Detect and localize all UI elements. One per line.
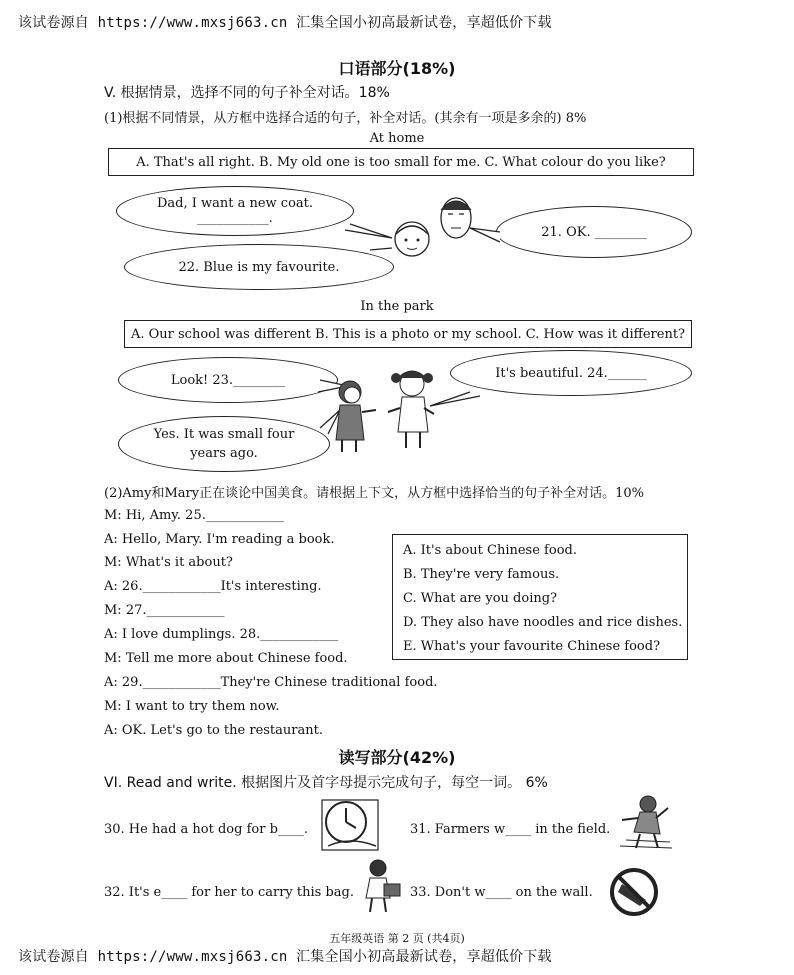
watermark-bottom: 该试卷源自 https://www.mxsj663.cn 汇集全国小初高最新试卷，享超低价下载 (18, 949, 552, 965)
choice-d: D. They also have noodles and rice dishes. (403, 615, 683, 630)
scene1-bubble-right: 21. OK. ________ (496, 206, 692, 258)
scene2-label: In the park (360, 299, 434, 314)
part1-instruction: (1)根据不同情景，从方框中选择合适的句子，补全对话。(其余有一项是多余的) 8% (104, 111, 587, 126)
dialogue-line-10: A: OK. Let's go to the restaurant. (104, 723, 323, 738)
section-6-heading: VI. Read and write. 根据图片及首字母提示完成句子，每空一词。 6% (104, 775, 548, 791)
dialogue-line-9: M: I want to try them now. (104, 699, 280, 714)
question-30: 30. He had a hot dog for b____. (104, 822, 309, 837)
dialogue-line-3: M: What's it about? (104, 555, 233, 570)
bubble-line1: Yes. It was small four (153, 427, 295, 442)
question-31: 31. Farmers w____ in the field. (410, 822, 611, 837)
readwrite-section-title: 读写部分(42%) (338, 748, 456, 767)
page-footer: 五年级英语 第 2 页 (共4页) (329, 932, 465, 945)
choice-a: A. It's about Chinese food. (403, 543, 577, 558)
dialogue-line-4: A: 26.____________It's interesting. (104, 579, 322, 594)
dialogue-line-6: A: I love dumplings. 28.____________ (104, 627, 339, 642)
scene1-options-box: A. That's all right. B. My old one is too small for me. C. What colour do you like? (108, 148, 694, 176)
section-5-heading: V. 根据情景，选择不同的句子补全对话。18% (104, 85, 390, 101)
scene2-options-box: A. Our school was different B. This is a photo or my school. C. How was it different? (124, 320, 692, 348)
scene1-bubble-left-bottom: 22. Blue is my favourite. (124, 244, 394, 290)
dialogue-line-8: A: 29.____________They're Chinese traditional food. (104, 675, 438, 690)
scene2-bubble-right: It's beautiful. 24.______ (450, 350, 692, 396)
choice-e: E. What's your favourite Chinese food? (403, 639, 661, 654)
dialogue-line-7: M: Tell me more about Chinese food. (104, 651, 348, 666)
bubble-line2: years ago. (190, 446, 258, 461)
scene1-label: At home (369, 131, 425, 146)
dialogue-line-5: M: 27.____________ (104, 603, 225, 618)
choice-b: B. They're very famous. (403, 567, 560, 582)
part2-instruction: (2)Amy和Mary正在谈论中国美食。请根据上下文，从方框中选择恰当的句子补全对话。10% (104, 486, 644, 501)
girl-carrying-bag-icon (366, 860, 400, 912)
dialogue-line-1: M: Hi, Amy. 25.____________ (104, 508, 284, 523)
farmer-icon (620, 796, 672, 848)
question-32: 32. It's e____ for her to carry this bag. (104, 885, 354, 900)
bubble-text: Dad, I want a new coat. (156, 196, 314, 211)
oral-section-title: 口语部分(18%) (338, 59, 456, 78)
clock-icon (322, 800, 378, 850)
choice-c: C. What are you doing? (403, 591, 558, 606)
question-33: 33. Don't w____ on the wall. (410, 885, 593, 900)
scene2-bubble-left-top: Look! 23.________ (118, 357, 338, 403)
bubble-blank: ___________. (197, 211, 273, 226)
no-writing-icon (612, 870, 656, 914)
dialogue-line-2: A: Hello, Mary. I'm reading a book. (104, 532, 335, 547)
watermark-top: 该试卷源自 https://www.mxsj663.cn 汇集全国小初高最新试卷，享超低价下载 (18, 15, 552, 31)
